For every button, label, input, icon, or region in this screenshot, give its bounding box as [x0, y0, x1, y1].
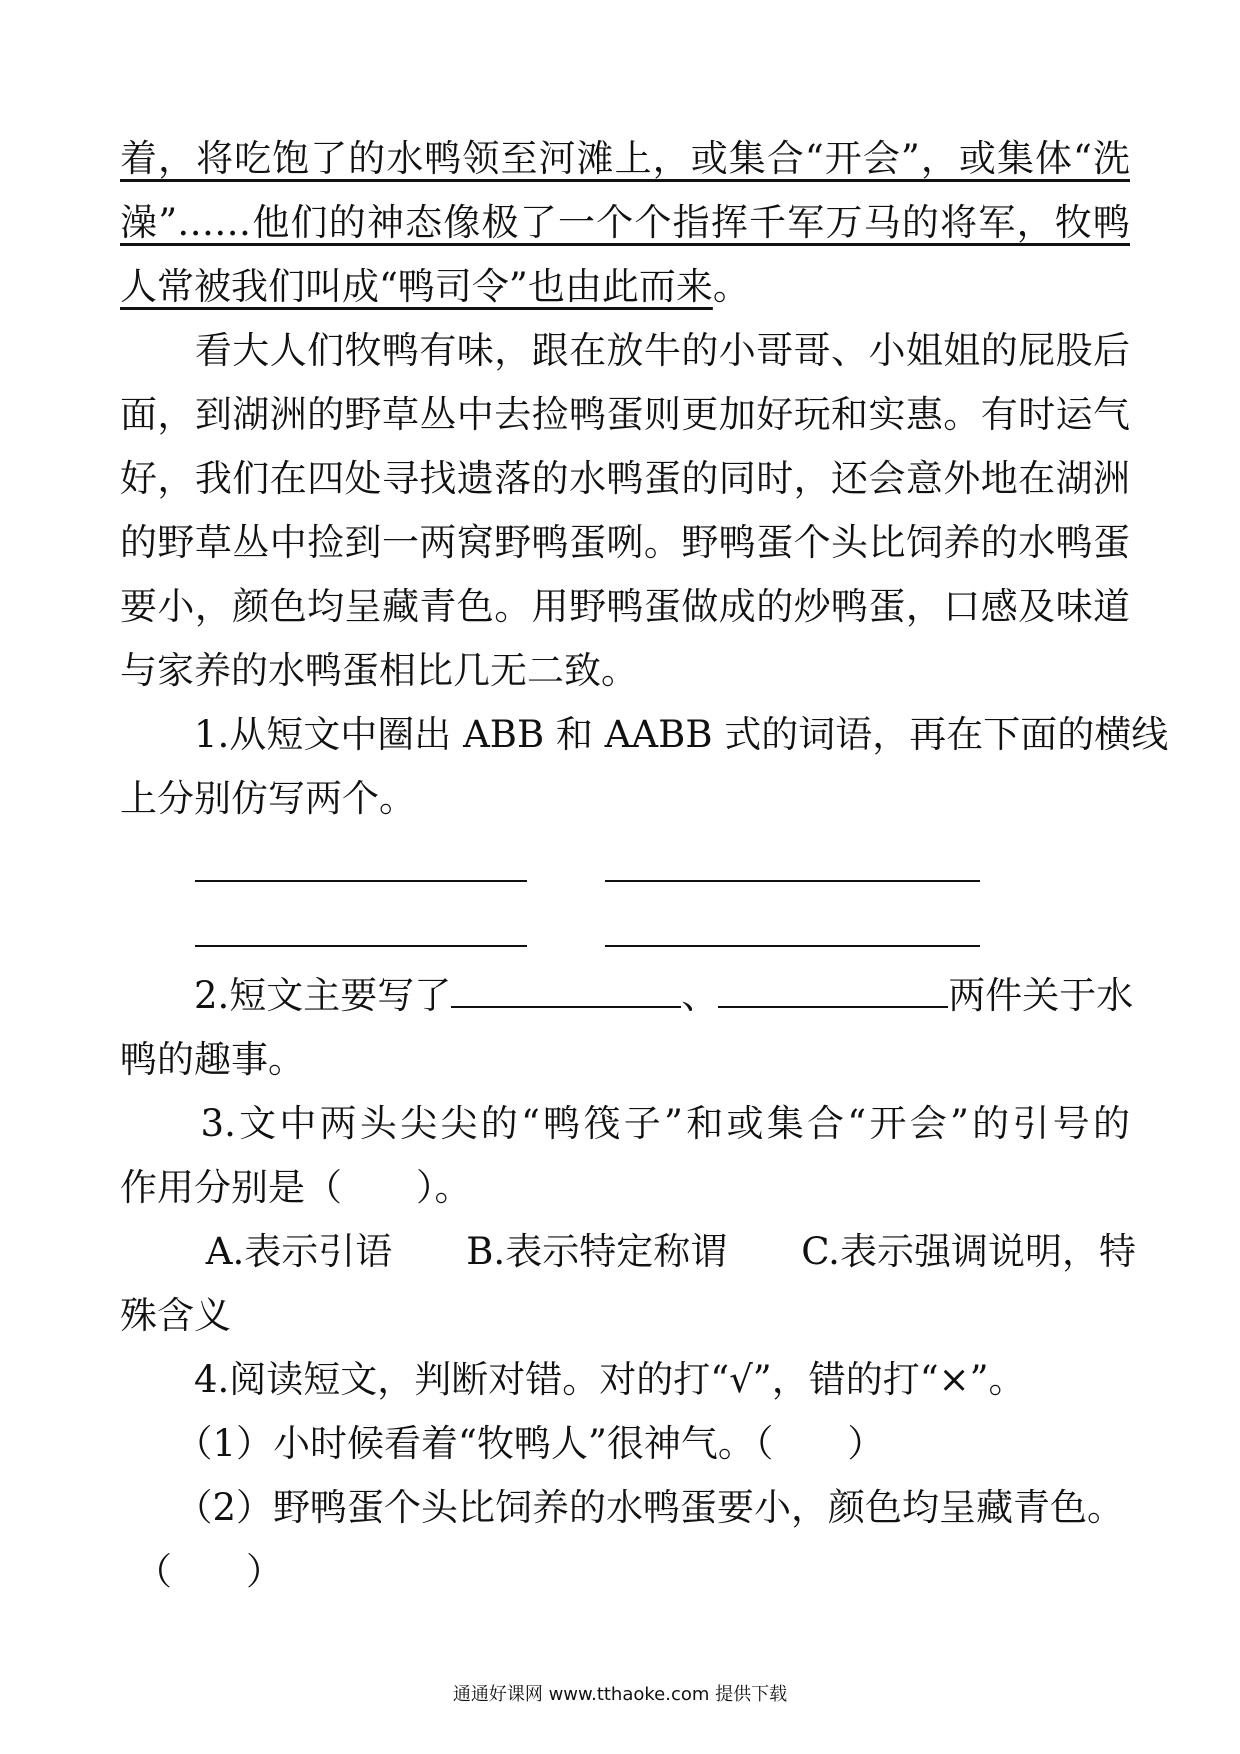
question-2-prefix: 2.短文主要写了	[120, 974, 452, 1017]
passage-underlined-line-3-text: 人常被我们叫成“鸭司令”也由此而来	[120, 265, 713, 308]
paragraph2-line-6: 与家养的水鸭蛋相比几无二致。	[120, 649, 638, 692]
answer-blank-1[interactable]	[195, 880, 527, 882]
question-2-blank-2[interactable]	[718, 972, 948, 1008]
paragraph2-line-2: 面，到湖洲的野草丛中去捡鸭蛋则更加好玩和实惠。有时运气	[120, 393, 1130, 436]
question-4-item-2-paren: （ ）	[135, 1550, 283, 1593]
question-2-suffix: 两件关于水	[948, 974, 1134, 1017]
answer-blank-3[interactable]	[195, 945, 527, 947]
question-3-line-2: 作用分别是（ ）。	[120, 1166, 472, 1209]
question-3-line-1: 3.文中两头尖尖的“鸭筏子”和或集合“开会”的引号的	[120, 1102, 1130, 1145]
question-3-options-line-2: 殊含义	[120, 1294, 231, 1337]
question-2-line-1	[120, 970, 1134, 1022]
question-2-separator: 、	[681, 974, 719, 1017]
question-4-item-2: （2）野鸭蛋个头比饲养的水鸭蛋要小，颜色均呈藏青色。	[120, 1486, 1125, 1529]
passage-underlined-line-2: 澡”……他们的神态像极了一个个指挥千军万马的将军，牧鸭	[120, 201, 1130, 244]
passage-underlined-line-1: 着，将吃饱了的水鸭领至河滩上，或集合“开会”，或集体“洗	[120, 137, 1130, 180]
passage-underlined-line-3	[120, 261, 1130, 313]
question-2-blank-1[interactable]	[451, 972, 681, 1008]
answer-blank-4[interactable]	[605, 945, 980, 947]
answer-blank-2[interactable]	[605, 880, 980, 882]
paragraph2-line-4: 的野草丛中捡到一两窝野鸭蛋咧。野鸭蛋个头比饲养的水鸭蛋	[120, 521, 1130, 564]
question-4-line-1: 4.阅读短文，判断对错。对的打“√”，错的打“×”。	[120, 1358, 1026, 1401]
paragraph2-line-5: 要小，颜色均呈藏青色。用野鸭蛋做成的炒鸭蛋，口感及味道	[120, 585, 1130, 628]
question-2-line-2: 鸭的趣事。	[120, 1038, 305, 1081]
question-4-item-1: （1）小时候看着“牧鸭人”很神气。（ ）	[120, 1422, 885, 1465]
question-3-options: A.表示引语 B.表示特定称谓 C.表示强调说明，特	[120, 1230, 1136, 1273]
paragraph2-line-1: 看大人们牧鸭有味，跟在放牛的小哥哥、小姐姐的屁股后	[120, 329, 1130, 372]
passage-underlined-tail: 。	[712, 265, 750, 308]
paragraph2-line-3: 好，我们在四处寻找遗落的水鸭蛋的同时，还会意外地在湖洲	[120, 457, 1130, 500]
question-1-line-2: 上分别仿写两个。	[120, 777, 416, 820]
page-footer: 通通好课网 www.tthaoke.com 提供下载	[452, 1684, 788, 1705]
question-1-line-1: 1.从短文中圈出 ABB 和 AABB 式的词语，再在下面的横线	[120, 713, 1169, 756]
